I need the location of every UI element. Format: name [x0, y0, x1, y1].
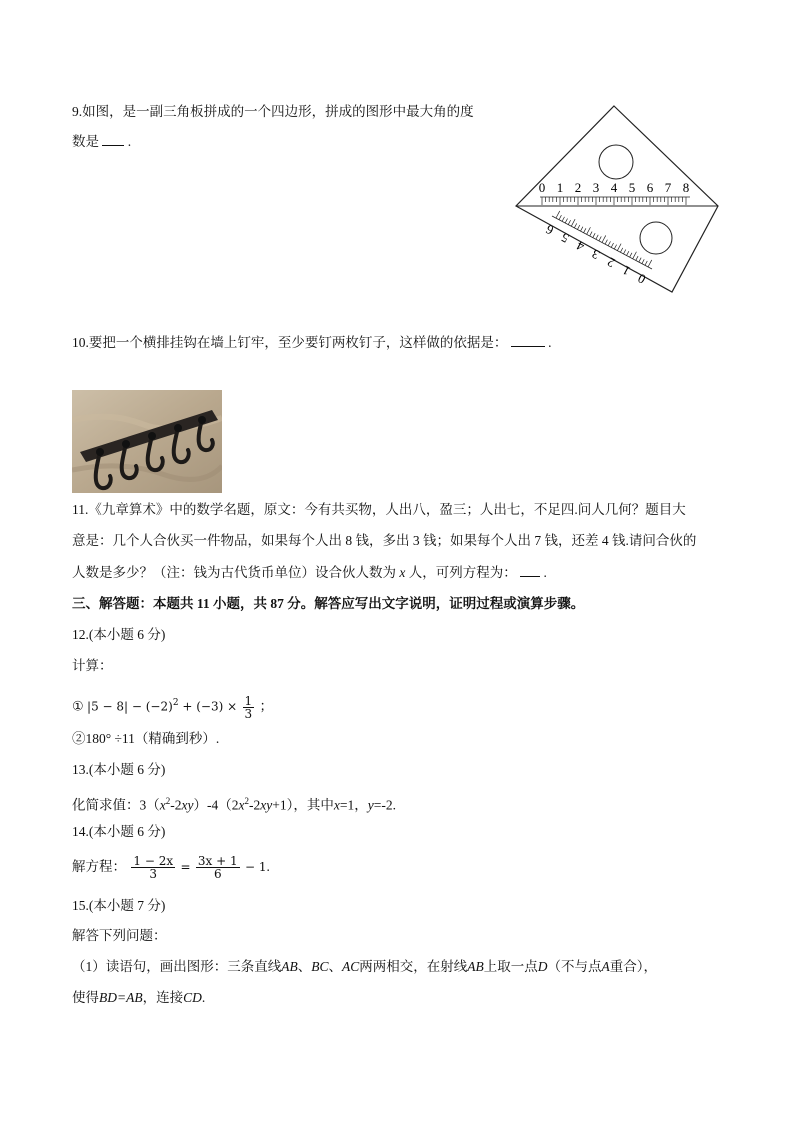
- ruler-tick: [596, 235, 598, 239]
- ruler-tick: [636, 256, 638, 260]
- wall-hook-photo: [72, 390, 222, 493]
- ruler-tick: [599, 236, 601, 240]
- ruler-tick-label: 8: [682, 180, 690, 195]
- q14-lhs-fraction: $\frac{1 - 2x}{3}$: [133, 854, 174, 882]
- ruler-tick-label: 5: [628, 180, 636, 195]
- q11-line3-end: .: [543, 565, 547, 580]
- ruler-tick: [633, 252, 637, 259]
- ruler-tick: [568, 220, 570, 224]
- q10-end: .: [548, 335, 552, 350]
- ruler-tick: [593, 233, 595, 237]
- ruler-tick: [602, 235, 606, 242]
- q12-item1-exponent: 2: [172, 698, 179, 708]
- q9-line1: 9.如图，是一副三角板拼成的一个四边形，拼成的图形中最大角的度: [72, 104, 474, 119]
- answer-blank: [520, 563, 540, 577]
- ruler-tick: [611, 243, 613, 247]
- ruler-tick: [587, 227, 591, 234]
- q13-header: 13.(本小题 6 分): [72, 762, 166, 777]
- q9-line2-end: .: [127, 134, 132, 149]
- ruler-tick: [574, 223, 576, 227]
- ruler-tick: [605, 240, 607, 244]
- q12-item1: [72, 690, 273, 721]
- bottom-ruler-labels: [543, 222, 648, 288]
- ruler-tick: [581, 227, 583, 231]
- ruler-tick: [620, 248, 622, 252]
- q12-item1-end: ；: [259, 698, 274, 714]
- ruler-tick-label: 6: [543, 221, 557, 239]
- ruler-tick: [639, 258, 641, 262]
- q12-item1-expr: |5 − 8| − (−2): [87, 699, 173, 714]
- ruler-tick: [590, 232, 592, 236]
- q14-rhs-tail: − 1: [245, 860, 267, 874]
- ruler-tick: [584, 228, 586, 232]
- ruler-tick: [565, 218, 567, 222]
- q11-line2: 意是：几个人合伙买一件物品，如果每个人出 8 钱，多出 3 钱；如果每个人出 7 钱，还差 4 钱.请问合伙的: [72, 533, 697, 548]
- ruler-tick-label: 3: [589, 246, 603, 263]
- ruler-tick-label: 4: [610, 180, 618, 195]
- ruler-tick-label: 3: [592, 180, 600, 195]
- q12-fraction: [243, 695, 255, 720]
- q9-line2: [72, 132, 131, 152]
- q12-intro: 计算：: [72, 658, 113, 673]
- ruler-tick: [559, 215, 561, 219]
- q12-item1-expr2: + (−3) ×: [178, 699, 238, 714]
- q13-text: 化简求值：$3(x^2-2xy)-4(2x^2-2xy+1)$，其中x=1，y=-2.: [72, 796, 396, 813]
- q12-header: 12.(本小题 6 分): [72, 627, 166, 642]
- ruler-tick: [642, 259, 644, 263]
- q11-variable: x: [399, 565, 406, 580]
- ruler-tick-label: 7: [664, 180, 672, 195]
- q15-header: 15.(本小题 7 分): [72, 898, 166, 913]
- q15-intro: 解答下列问题：: [72, 928, 167, 943]
- equals-sign: =: [180, 860, 191, 874]
- ruler-hole-bottom: [640, 222, 672, 254]
- ruler-tick: [648, 260, 652, 267]
- q11-line1: 11.《九章算术》中的数学名题，原文：今有共买物，人出八，盈三；人出七，不足四.问人几何？题目大: [72, 502, 686, 517]
- section-heading: 三、解答题：本题共 11 小题，共 87 分。解答应写出文字说明，证明过程或演算步骤。: [72, 596, 585, 611]
- top-ruler-labels: [539, 180, 690, 195]
- bottom-ruler-ticks: [556, 211, 652, 267]
- ruler-tick-label: 2: [574, 180, 582, 195]
- ruler-tick: [556, 211, 560, 218]
- top-ruler-ticks: [542, 197, 686, 205]
- ruler-tick: [577, 225, 579, 229]
- ruler-tick: [608, 241, 610, 245]
- ruler-tick-label: 4: [573, 238, 587, 255]
- ruler-tick: [614, 245, 616, 249]
- q14-equation: 解方程： $\frac{1 - 2x}{3}$ = $\frac{3x + 1}{6}$ − 1.: [72, 854, 270, 882]
- ruler-tick: [623, 250, 625, 254]
- fraction-denominator: 3: [244, 706, 253, 721]
- q10-line: [72, 333, 552, 353]
- ruler-tick-label: 1: [619, 262, 633, 279]
- q10-text: 10.要把一个横排挂钩在墙上钉牢，至少要钉两枚钉子，这样做的依据是：: [72, 335, 508, 350]
- q11-line3-text2: 人，可列方程为：: [408, 565, 517, 580]
- ruler-tick: [627, 251, 629, 255]
- q14-header: 14.(本小题 6 分): [72, 824, 166, 839]
- triangle-ruler-figure: [512, 104, 722, 296]
- q14-rhs-fraction: $\frac{3x + 1}{6}$: [197, 854, 238, 882]
- ruler-tick: [617, 244, 621, 251]
- ruler-tick-label: 1: [556, 180, 564, 195]
- q14-label: 解方程：: [72, 859, 126, 874]
- q11-line3-text: 人数是多少？（注：钱为古代货币单位）设合伙人数为: [72, 565, 396, 580]
- quadrilateral-outline: [516, 106, 718, 292]
- ruler-tick: [562, 217, 564, 221]
- ruler-tick: [630, 253, 632, 257]
- q11-line3: [72, 563, 547, 583]
- q15-part1-line1: （1）读语句，画出图形：三条直线AB、BC、AC两两相交，在射线AB上取一点D（不与点A重合），: [72, 959, 658, 974]
- ruler-tick-label: 5: [558, 229, 572, 247]
- ruler-tick-label: 0: [538, 180, 546, 195]
- ruler-tick: [645, 261, 647, 265]
- ruler-tick-label: 2: [604, 254, 618, 271]
- ruler-tick-label: 6: [646, 180, 654, 195]
- q12-item2: ②180° ÷11（精确到秒）.: [72, 731, 220, 746]
- q9-line2-text: 数是: [72, 134, 99, 149]
- ruler-tick-label: 0: [635, 270, 649, 288]
- answer-blank: [511, 333, 545, 347]
- q12-item1-mark: ①: [72, 699, 84, 715]
- ruler-hole-top: [599, 145, 633, 179]
- answer-blank: [102, 132, 124, 146]
- ruler-tick: [571, 219, 575, 226]
- q15-part1-line2: 使得BD=AB，连接CD.: [72, 990, 206, 1005]
- fraction-numerator: 1: [244, 693, 253, 708]
